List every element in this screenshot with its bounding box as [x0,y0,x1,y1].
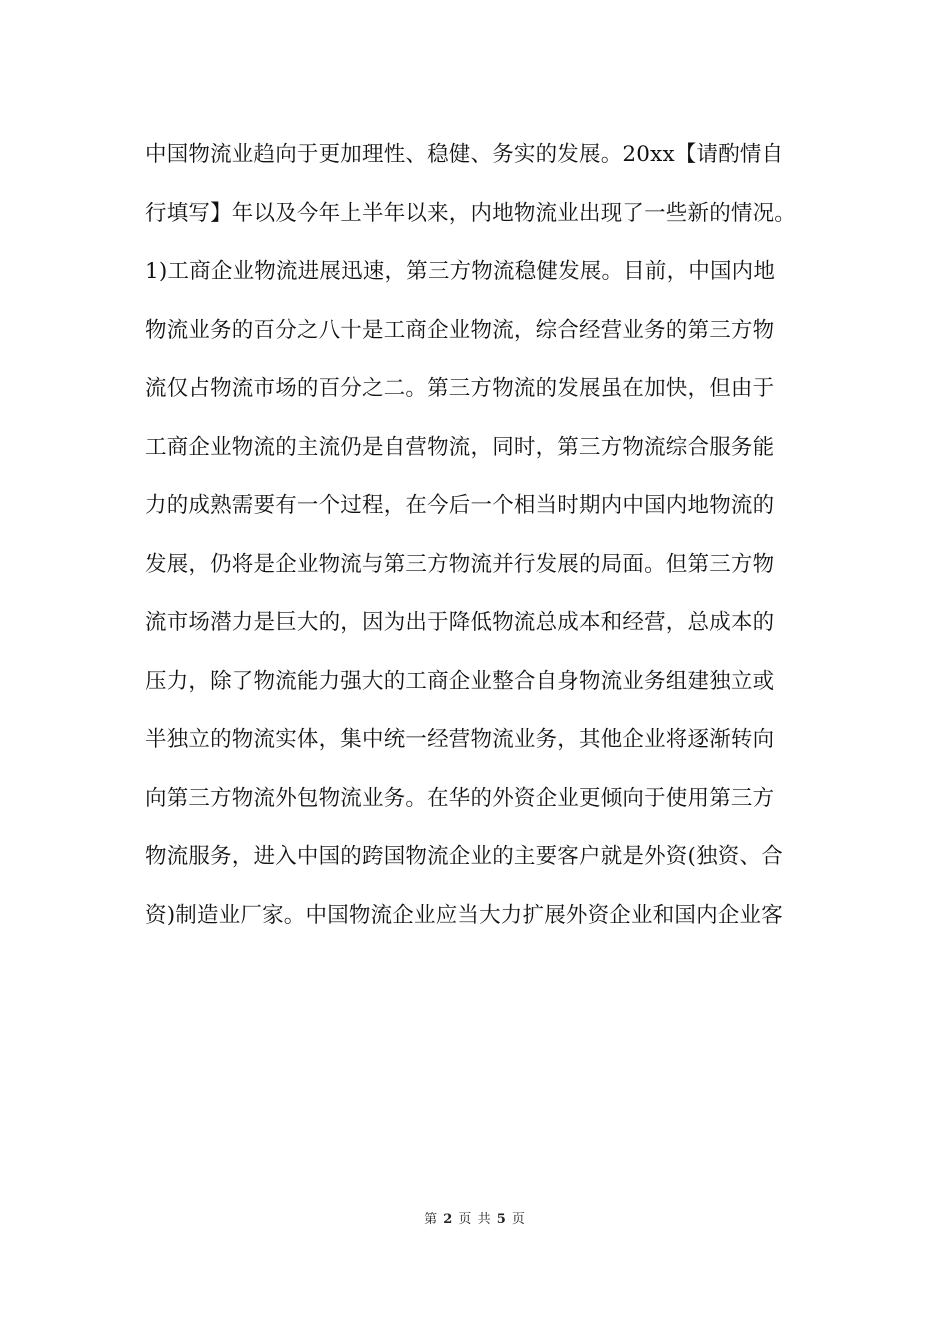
body-paragraph [145,133,815,952]
text-line: 压力，除了物流能力强大的工商企业整合自身物流业务组建独立或 [145,668,775,694]
text-line: 向第三方物流外包物流业务。在华的外资企业更倾向于使用第三方 [145,785,775,811]
footer-suffix: 页 [511,1212,526,1227]
footer-total-word: 共 [477,1212,492,1227]
current-page-number: 2 [443,1212,454,1227]
text-line: 物流业务的百分之八十是工商企业物流，综合经营业务的第三方物 [145,317,775,343]
text-line: 行填写】年以及今年上半年以来，内地物流业出现了一些新的情况。 [145,200,797,226]
text-line: 物流服务，进入中国的跨国物流企业的主要客户就是外资(独资、合 [145,844,783,869]
text-line: 流市场潜力是巨大的，因为出于降低物流总成本和经营，总成本的 [145,610,775,635]
text-line: 中国物流业趋向于更加理性、稳健、务实的发展。20xx【请酌情自 [145,142,784,167]
footer-prefix: 第 [424,1212,439,1227]
text-line: 1)工商企业物流进展迅速，第三方物流稳健发展。目前，中国内地 [145,259,776,284]
text-line: 工商企业物流的主流仍是自营物流，同时，第三方物流综合服务能 [145,434,775,460]
text-line: 半独立的物流实体，集中统一经营物流业务，其他企业将逐渐转向 [145,727,775,752]
footer-page-word: 页 [458,1212,473,1227]
text-line: 发展，仍将是企业物流与第三方物流并行发展的局面。但第三方物 [145,551,775,577]
total-pages-number: 5 [496,1212,507,1227]
text-line: 力的成熟需要有一个过程，在今后一个相当时期内中国内地物流的 [145,493,775,518]
page-footer [0,1208,950,1227]
text-line: 资)制造业厂家。中国物流企业应当大力扩展外资企业和国内企业客 [145,902,783,928]
text-line: 流仅占物流市场的百分之二。第三方物流的发展虽在加快，但由于 [145,376,775,401]
